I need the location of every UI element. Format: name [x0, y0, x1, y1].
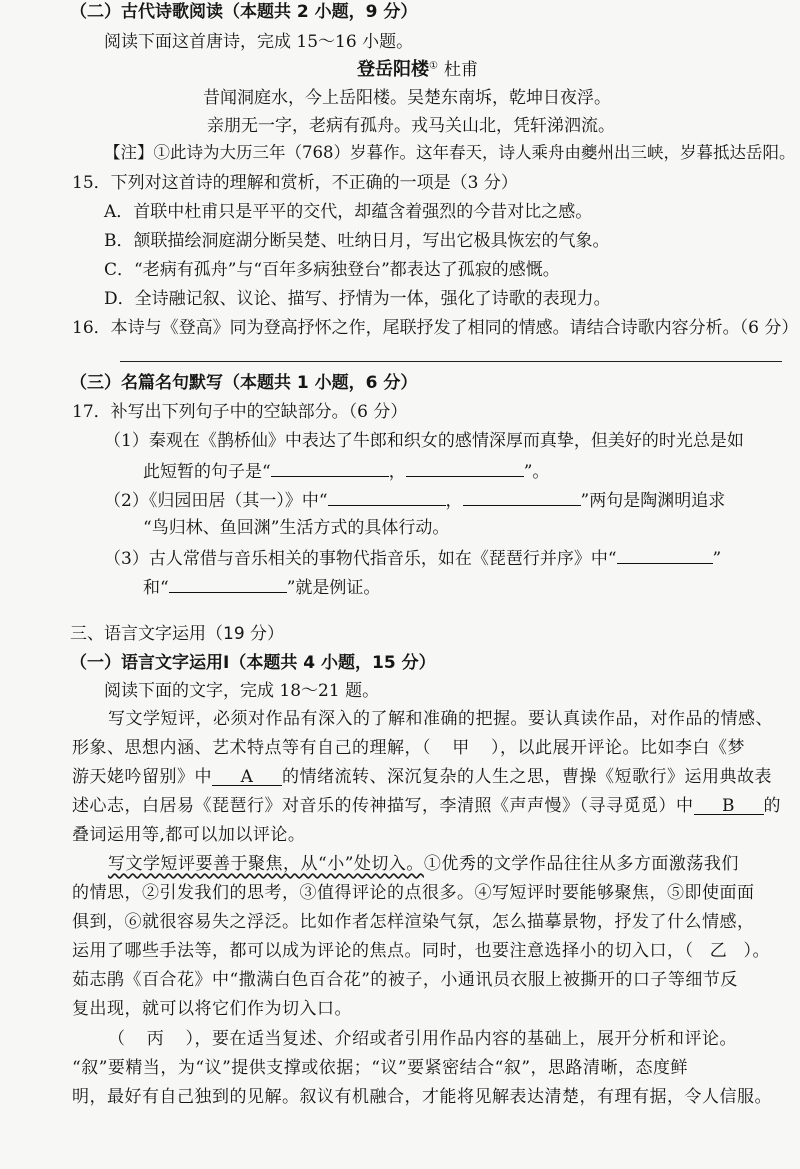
passage-p1-line3	[72, 765, 772, 789]
q15-option-a: A．首联中杜甫只是平平的交代，却蕴含着强烈的今昔对比之感。	[104, 202, 593, 222]
q17-blank-2[interactable]	[406, 458, 524, 477]
passage-p3-line1	[108, 1027, 737, 1051]
q17-item3-and: 和“	[143, 578, 169, 598]
poem-line-1: 昔闻洞庭水，今上岳阳楼。吴楚东南坼，乾坤日夜浮。	[203, 88, 611, 108]
q15-option-c: C．“老病有孤舟”与“百年多病独登台”都表达了孤寂的感慨。	[104, 260, 560, 280]
passage-p3-line3: 明，最好有自己独到的见解。叙议有机融合，才能将见解表达清楚，有理有据，令人信服。	[72, 1087, 772, 1107]
q17-blank-5[interactable]	[617, 545, 713, 564]
passage-text: 述心志，白居易《琵琶行》对音乐的传神描写，李清照《声声慢》（寻寻觅觅）中	[72, 796, 694, 816]
passage-p2-line4	[72, 939, 770, 963]
poetry-intro: 阅读下面这首唐诗，完成 15～16 小题。	[104, 32, 414, 52]
poem-author: 杜甫	[443, 60, 478, 80]
q17-blank-6[interactable]	[169, 574, 287, 593]
poem-line-2: 亲朋无一字，老病有孤舟。戎马关山北，凭轩涕泗流。	[207, 116, 615, 136]
q17-item3-line1	[104, 545, 721, 571]
underlined-sentence: 写文学短评要善于聚焦，从“小”处切入。	[108, 854, 424, 874]
q17-item3-line2	[143, 574, 380, 600]
poem-title: 登岳阳楼	[357, 59, 429, 80]
q15-stem: 15．下列对这首诗的理解和赏析，不正确的一项是（3 分）	[72, 173, 518, 193]
poem-note-mark: ①	[429, 60, 438, 72]
section-heading-poetry	[70, 0, 417, 24]
q17-item2-end: ”两句是陶渊明追求	[580, 491, 726, 511]
passage-text: ①优秀的文学作品往往从多方面激荡我们	[423, 854, 739, 874]
passage-p1-line5: 叠词运用等,都可以加以评论。	[72, 825, 306, 845]
blank-b[interactable]: B	[694, 794, 764, 815]
passage-text: （	[108, 1029, 126, 1049]
q17-item2-line1	[104, 487, 725, 513]
q17-item1-line2	[143, 458, 549, 484]
q15-option-d: D．全诗融记叙、议论、描写、抒情为一体，强化了诗歌的表现力。	[104, 289, 611, 309]
q17-blank-3[interactable]	[328, 487, 446, 506]
passage-p1-line2	[72, 736, 745, 760]
q17-item3-end: ”就是例证。	[286, 578, 381, 598]
q17-item3-quote: ”	[712, 549, 722, 569]
q16-answer-line[interactable]	[120, 361, 782, 362]
section-title: （三）名篇名句默写	[70, 373, 223, 393]
blank-a[interactable]: A	[212, 765, 282, 786]
passage-p2-line2: 的情思，②引发我们的思考，③值得评论的点很多。④写短评时要能够聚焦，⑤即使面面	[72, 883, 755, 903]
part-heading-language	[70, 622, 284, 646]
passage-p2-line3: 俱到，⑥就很容易失之浮泛。比如作者怎样渲染气氛，怎么描摹景物，抒发了什么情感，	[72, 912, 755, 932]
part-title: 三、语言文字运用（19 分）	[70, 624, 285, 644]
section-meta: （本题共 2 小题，9 分）	[223, 2, 418, 22]
q17-blank-4[interactable]	[463, 487, 581, 506]
passage-p1-line4	[72, 794, 781, 818]
poem-title-line	[357, 58, 478, 82]
section-meta: （本题共 1 小题，6 分）	[223, 373, 418, 393]
passage-p2-line5: 茹志鹃《百合花》中“撒满白色百合花”的被子，小通讯员衣服上被撕开的口子等细节反	[72, 970, 738, 990]
blank-bing[interactable]: 丙	[146, 1029, 165, 1049]
section-heading-recitation	[70, 371, 417, 395]
section-title: （二）古代诗歌阅读	[70, 2, 223, 22]
passage-text: ），要在适当复述、介绍或者引用作品内容的基础上，展开分析和评论。	[185, 1029, 737, 1049]
q16-stem: 16．本诗与《登高》同为登高抒怀之作，尾联抒发了相同的情感。请结合诗歌内容分析。（6 分）	[72, 318, 799, 338]
q17-item2-text: （2）《归园田居（其一）》中“	[104, 491, 328, 511]
q17-item1-text: 此短暂的句子是“	[143, 462, 271, 482]
passage-text: 运用了哪些手法等，都可以成为评论的焦点。同时，也要注意选择小的切入口，（	[72, 941, 694, 961]
poem-note: 【注】①此诗为大历三年（768）岁暮作。这年春天，诗人乘舟由夔州出三峡，岁暮抵达岳阳。	[104, 143, 796, 162]
q17-blank-1[interactable]	[271, 458, 389, 477]
passage-text: 形象、思想内涵、艺术特点等有自己的理解，（	[72, 738, 431, 758]
passage-text: ）。	[743, 941, 770, 961]
blank-jia[interactable]: 甲	[452, 738, 470, 758]
q17-item1-end: ”。	[523, 462, 550, 482]
passage-p2-line6: 复出现，就可以将它们作为切入口。	[72, 999, 352, 1019]
section-heading-language-1	[70, 651, 436, 675]
q17-item2-line2: “鸟归林、鱼回渊”生活方式的具体行动。	[143, 518, 450, 538]
q17-item1-line1: （1）秦观在《鹊桥仙》中表达了牛郎和织女的感情深厚而真挚，但美好的时光总是如	[104, 431, 744, 451]
passage-text: 的情绪流转、深沉复杂的人生之思，曹操《短歌行》运用典故表	[282, 767, 772, 787]
passage-p1-line1: 写文学短评，必须对作品有深入的了解和准确的把握。要认真读作品，对作品的情感、	[108, 709, 773, 729]
blank-yi[interactable]: 乙	[709, 941, 728, 961]
language-intro: 阅读下面的文字，完成 18～21 题。	[104, 681, 380, 701]
q17-stem: 17．补写出下列句子中的空缺部分。（6 分）	[72, 402, 408, 422]
section-meta: （本题共 4 小题，15 分）	[229, 653, 436, 673]
q15-option-b: B．颔联描绘洞庭湖分断吴楚、吐纳日月，写出它极具恢宏的气象。	[104, 231, 610, 251]
q17-item1-comma: ，	[388, 462, 406, 482]
passage-text: 游天姥吟留别》中	[72, 767, 212, 787]
passage-text: ），以此展开评论。比如李白《梦	[491, 738, 745, 758]
passage-p2-line1	[108, 852, 739, 876]
q17-item2-comma: ，	[445, 491, 463, 511]
passage-p3-line2: “叙”要精当，为“议”提供支撑或依据；“议”要紧密结合“叙”，思路清晰，态度鲜	[72, 1058, 689, 1078]
q17-item3-text: （3）古人常借与音乐相关的事物代指音乐，如在《琵琶行并序》中“	[104, 549, 617, 569]
section-title: （一）语言文字运用Ⅰ	[70, 653, 230, 673]
passage-text: 的	[763, 796, 781, 816]
